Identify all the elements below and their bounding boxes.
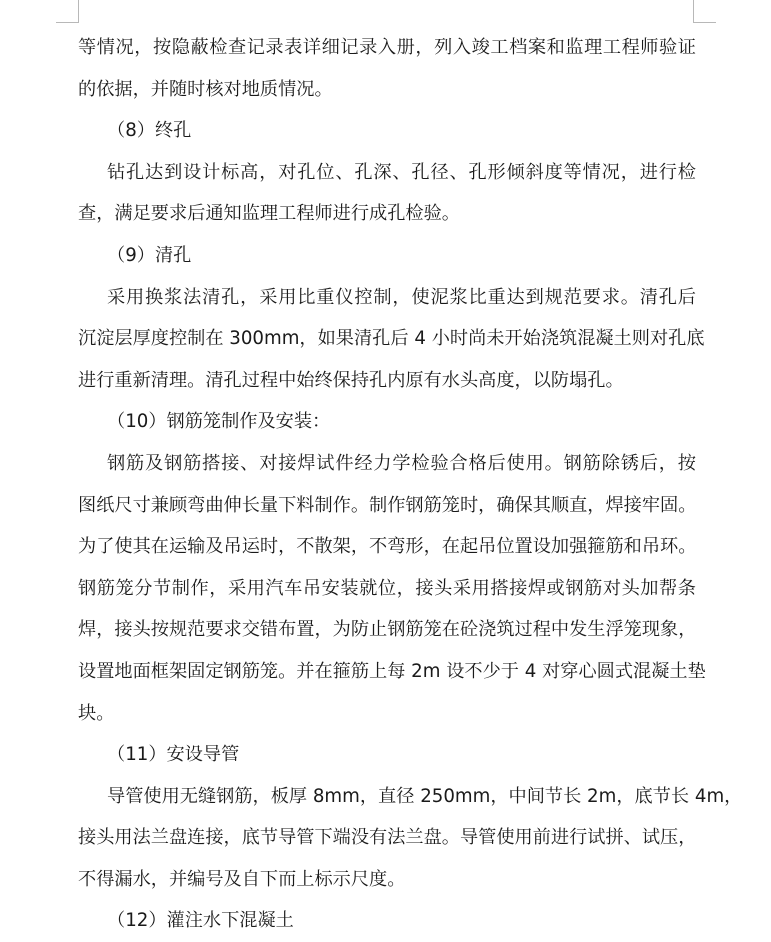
paragraph-line: 进行重新清理。清孔过程中始终保持孔内原有水头高度，以防塌孔。 (78, 369, 624, 391)
paragraph-line: 等情况，按隐蔽检查记录表详细记录入册，列入竣工档案和监理工程师验证 (78, 37, 696, 58)
paragraph-line: 导管使用无缝钢筋，板厚 8mm，直径 250mm，中间节长 2m，底节长 4m， (107, 785, 743, 807)
paragraph-line: 接头用法兰盘连接，底节导管下端没有法兰盘。导管使用前进行试拼、试压， (78, 827, 697, 849)
section-heading: （11）安设导管 (107, 744, 240, 766)
paragraph-line: 不得漏水，并编号及自下而上标示尺度。 (78, 868, 406, 890)
paragraph-line: 块。 (78, 702, 115, 724)
section-heading: （9）清孔 (107, 244, 192, 266)
paragraph-line: 图纸尺寸兼顾弯曲伸长量下料制作。制作钢筋笼时，确保其顺直，焊接牢固。 (78, 494, 697, 516)
paragraph-line: 设置地面框架固定钢筋笼。并在箍筋上每 2m 设不少于 4 对穿心圆式混凝土垫 (78, 660, 706, 682)
section-heading: （8）终孔 (107, 120, 192, 142)
section-heading: （10）钢筋笼制作及安装： (107, 411, 331, 433)
section-heading: （12）灌注水下混凝土 (107, 910, 294, 932)
paragraph-line: 为了使其在运输及吊运时，不散架，不弯形，在起吊位置设加强箍筋和吊环。 (78, 536, 697, 558)
paragraph-line: 采用换浆法清孔，采用比重仪控制，使泥浆比重达到规范要求。清孔后 (107, 286, 696, 308)
page-corner-mark-left (56, 0, 79, 23)
paragraph-line: 焊，接头按规范要求交错布置，为防止钢筋笼在砼浇筑过程中发生浮笼现象， (78, 619, 697, 641)
paragraph-line: 沉淀层厚度控制在 300mm，如果清孔后 4 小时尚未开始浇筑混凝土则对孔底 (78, 328, 705, 350)
page-corner-mark-right (693, 0, 716, 23)
paragraph-line: 查，满足要求后通知监理工程师进行成孔检验。 (78, 203, 460, 225)
paragraph-line: 钢筋及钢筋搭接、对接焊试件经力学检验合格后使用。钢筋除锈后，按 (107, 452, 696, 474)
paragraph-line: 钻孔达到设计标高，对孔位、孔深、孔径、孔形倾斜度等情况，进行检 (107, 161, 696, 183)
paragraph-line: 钢筋笼分节制作，采用汽车吊安装就位，接头采用搭接焊或钢筋对头加帮条 (78, 577, 696, 599)
paragraph-line: 的依据，并随时核对地质情况。 (78, 78, 333, 100)
document-page (78, 27, 743, 942)
